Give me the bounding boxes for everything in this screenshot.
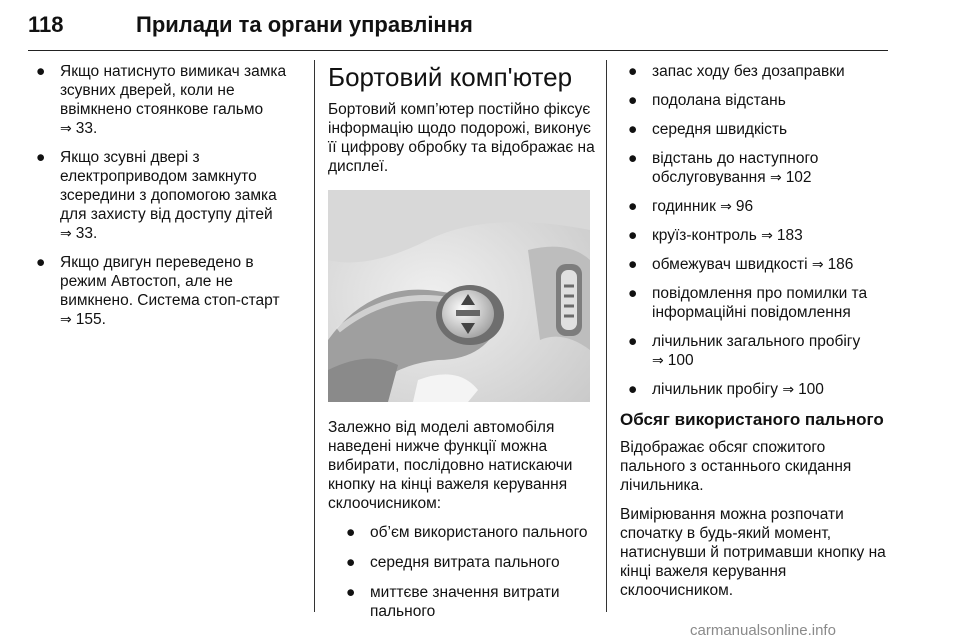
bullet-list (28, 62, 304, 329)
list-item (620, 197, 892, 216)
bullet-icon: ● (346, 584, 356, 601)
page-number: 118 (28, 12, 64, 37)
item-text: лічильник загального пробігу (652, 333, 861, 350)
arrow-ref-icon: ⇒ (811, 256, 824, 272)
column-middle (328, 62, 596, 632)
list-item (28, 253, 304, 329)
wiper-stalk-illustration (328, 190, 590, 402)
bullet-icon: ● (628, 63, 638, 80)
list-item (620, 91, 892, 110)
bullet-icon: ● (628, 92, 638, 109)
bullet-icon: ● (628, 121, 638, 138)
item-text: повідомлення про помилки та інформаційні повідомлення (652, 285, 868, 321)
item-text: лічильник пробігу (652, 381, 779, 398)
bullet-icon: ● (628, 150, 638, 167)
bullet-icon: ● (628, 333, 638, 350)
page-reference[interactable]: ⇒ 186 (811, 256, 854, 273)
bullet-icon: ● (36, 63, 46, 80)
item-text: Якщо зсувні двері з електроприводом замкнуто зсередини з допомогою замка для захисту від доступу дітей (60, 149, 277, 223)
intro-paragraph: Бортовий комп’ютер постійно фіксує інформацію щодо подорожі, виконує її цифрову обробку та відображає на дисплеї. (328, 101, 595, 175)
list-item (620, 226, 892, 245)
page-reference[interactable]: ⇒ 183 (761, 227, 803, 244)
arrow-ref-icon: ⇒ (769, 169, 782, 185)
section-heading: Бортовий комп'ютер (328, 62, 573, 92)
figure-caption: Залежно від моделі автомобіля наведені нижче функції можна вибирати, послідовно натискаючи кнопку на кінці важеля керування склоочисником: (328, 419, 573, 512)
page-reference[interactable]: ⇒ 155. (60, 311, 106, 328)
list-item (620, 255, 892, 274)
list-item (338, 553, 596, 572)
list-item (28, 148, 304, 243)
page-reference[interactable]: ⇒ 33. (60, 225, 98, 242)
list-item (620, 120, 892, 139)
item-text: Якщо натиснуто вимикач замка зсувних дверей, коли не ввімкнено стоянкове гальмо (60, 63, 287, 118)
arrow-ref-icon: ⇒ (720, 198, 732, 214)
bullet-icon: ● (628, 381, 638, 398)
item-text: миттєве значення витрати пального (370, 584, 560, 620)
list-item (28, 62, 304, 138)
header-title: Прилади та органи управління (136, 12, 473, 37)
item-text: Якщо двигун переведено в режим Автостоп, але не вимкнено. Система стоп-старт (60, 254, 280, 309)
item-text: об’єм використаного пального (370, 524, 588, 541)
list-item (620, 62, 892, 81)
page-reference[interactable]: ⇒ 33. (60, 120, 98, 137)
page-reference[interactable]: ⇒ 96 (720, 198, 754, 215)
bullet-icon: ● (36, 149, 46, 166)
list-item (620, 149, 892, 187)
list-item (338, 523, 596, 542)
arrow-ref-icon: ⇒ (60, 311, 72, 327)
column-divider (314, 60, 315, 612)
list-item (338, 583, 596, 621)
bullet-icon: ● (346, 554, 356, 571)
column-left (28, 62, 304, 339)
page-reference[interactable]: ⇒ 100 (652, 352, 694, 369)
subsection-heading: Обсяг використаного пального (620, 410, 884, 429)
bullet-list (620, 62, 892, 399)
arrow-ref-icon: ⇒ (652, 352, 664, 368)
bullet-icon: ● (628, 256, 638, 273)
body-paragraph: Вимірювання можна розпочати спочатку в будь-який момент, натиснувши й потримавши кнопку на кінці важеля керування склоочисником. (620, 506, 886, 599)
bullet-list (328, 523, 596, 621)
arrow-ref-icon: ⇒ (782, 381, 795, 397)
list-item (620, 380, 892, 399)
item-text: годинник (652, 198, 716, 215)
page-reference[interactable]: ⇒ 102 (769, 169, 812, 186)
column-right (620, 62, 892, 610)
body-paragraph: Відображає обсяг спожитого пального з останнього скидання лічильника. (620, 439, 852, 494)
bullet-icon: ● (628, 198, 638, 215)
item-text: обмежувач швидкості (652, 256, 808, 273)
page-reference[interactable]: ⇒ 100 (782, 381, 824, 398)
list-item (620, 284, 892, 322)
bullet-icon: ● (36, 254, 46, 271)
column-divider (606, 60, 607, 612)
bullet-icon: ● (346, 524, 356, 541)
arrow-ref-icon: ⇒ (761, 227, 773, 243)
bullet-icon: ● (628, 227, 638, 244)
item-text: середня швидкість (652, 121, 788, 138)
watermark: carmanualsonline.info (690, 622, 836, 639)
item-text: запас ходу без дозаправки (652, 63, 845, 80)
page-header (28, 0, 888, 51)
list-item (620, 332, 892, 370)
item-text: круїз-контроль (652, 227, 757, 244)
arrow-ref-icon: ⇒ (60, 120, 72, 136)
bullet-icon: ● (628, 285, 638, 302)
item-text: подолана відстань (652, 92, 786, 109)
item-text: середня витрата пального (370, 554, 560, 571)
arrow-ref-icon: ⇒ (60, 225, 72, 241)
item-text: відстань до наступного обслуговування (652, 150, 819, 186)
